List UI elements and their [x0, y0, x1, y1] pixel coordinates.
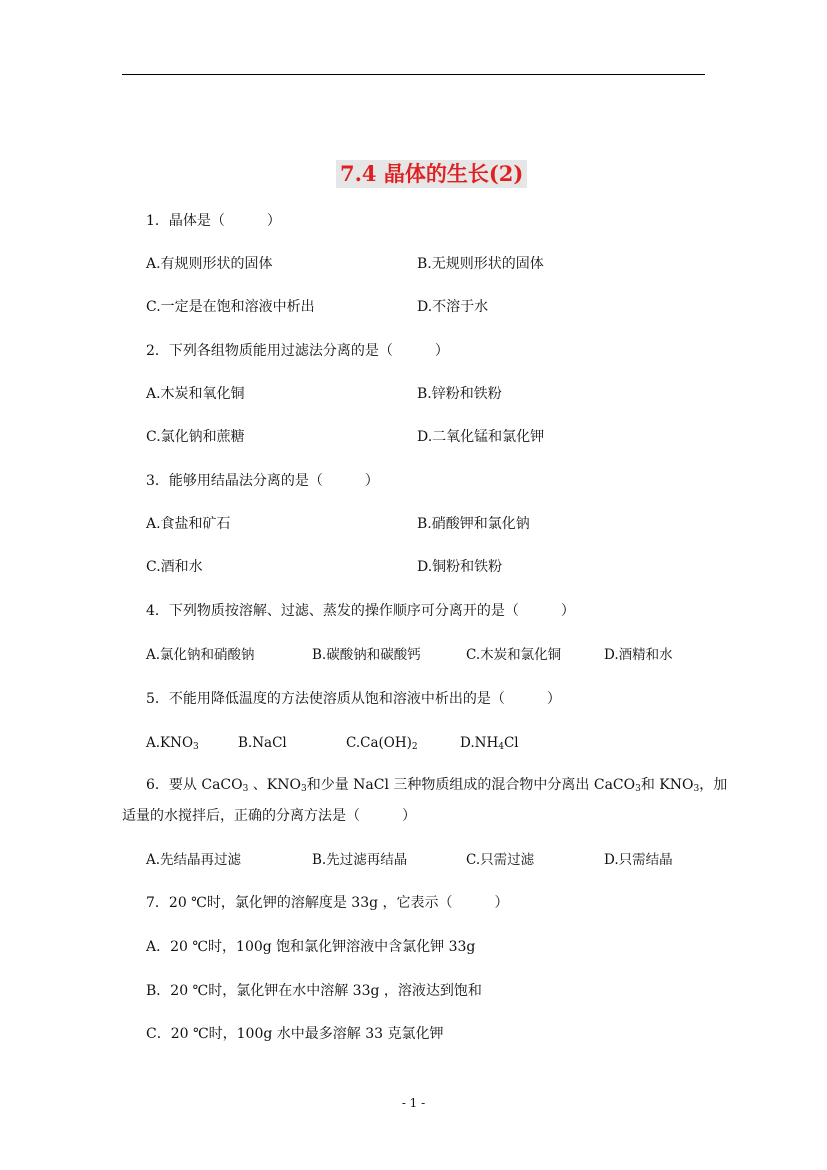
question-1-stem: 1．晶体是（ ） [146, 213, 281, 229]
question-5-stem: 5．不能用降低温度的方法使溶质从饱和溶液中析出的是（ ） [146, 691, 561, 707]
q3-option-d: D.铜粉和铁粉 [417, 559, 503, 575]
q4-option-a: A.氯化钠和硝酸钠 [146, 647, 255, 663]
q6-option-c: C.只需过滤 [466, 852, 535, 868]
q7-option-a: A．20 ℃时，100g 饱和氯化钾溶液中含氯化钾 33g [146, 939, 476, 955]
q5-option-a: $A.KNO_3$ [146, 735, 199, 752]
question-3-stem: 3．能够用结晶法分离的是（ ） [146, 473, 379, 489]
q6-option-a: A.先结晶再过滤 [146, 852, 242, 868]
q6-option-d: D.只需结晶 [604, 852, 673, 868]
q7-option-c: C．20 ℃时，100g 水中最多溶解 33 克氯化钾 [146, 1026, 444, 1042]
q2-option-c: C.氯化钠和蔗糖 [146, 429, 245, 445]
q3-option-a: A.食盐和矿石 [146, 516, 231, 532]
q6-option-b: B.先过滤再结晶 [312, 852, 408, 868]
q4-option-b: B.碳酸钠和碳酸钙 [312, 647, 421, 663]
q3-option-c: C.酒和水 [146, 559, 203, 575]
page-number: - 1 - [401, 1096, 426, 1110]
question-2-stem: 2．下列各组物质能用过滤法分离的是（ ） [146, 343, 449, 359]
q2-option-a: A.木炭和氧化铜 [146, 386, 245, 402]
q1-option-c: C.一定是在饱和溶液中析出 [146, 299, 315, 315]
q3-option-b: B.硝酸钾和氯化钠 [417, 516, 530, 532]
question-6-stem: 6．要从 CaCO$_3$ 、$KNO_3$和少量 NaCl 三种物质组成的混合物中分离出 CaCO$_3$和 $KNO_3$，加 [146, 777, 728, 794]
q1-option-a: A.有规则形状的固体 [146, 256, 273, 272]
q4-option-c: C.木炭和氯化铜 [466, 647, 562, 663]
question-6-stem-line2: 适量的水搅拌后，正确的分离方法是（ ） [122, 808, 416, 824]
page-title: 7.4 晶体的生长(2) [336, 160, 527, 188]
q2-option-b: B.锌粉和铁粉 [417, 386, 502, 402]
header-rule [122, 74, 705, 75]
q1-option-b: B.无规则形状的固体 [417, 256, 544, 272]
q5-option-d: $D.NH_4Cl$ [460, 735, 519, 752]
q1-option-d: D.不溶于水 [417, 299, 489, 315]
question-4-stem: 4．下列物质按溶解、过滤、蒸发的操作顺序可分离开的是（ ） [146, 603, 575, 619]
q2-option-d: D.二氧化锰和氯化钾 [417, 429, 545, 445]
q5-option-c: $C.Ca(OH)_2$ [346, 735, 418, 752]
q7-option-b: B．20 ℃时，氯化钾在水中溶解 33g ，溶液达到饱和 [146, 983, 482, 999]
question-7-stem: 7．20 ℃时，氯化钾的溶解度是 33g ，它表示（ ） [146, 895, 509, 911]
q4-option-d: D.酒精和水 [604, 647, 673, 663]
q5-option-b: B.NaCl [238, 735, 287, 751]
